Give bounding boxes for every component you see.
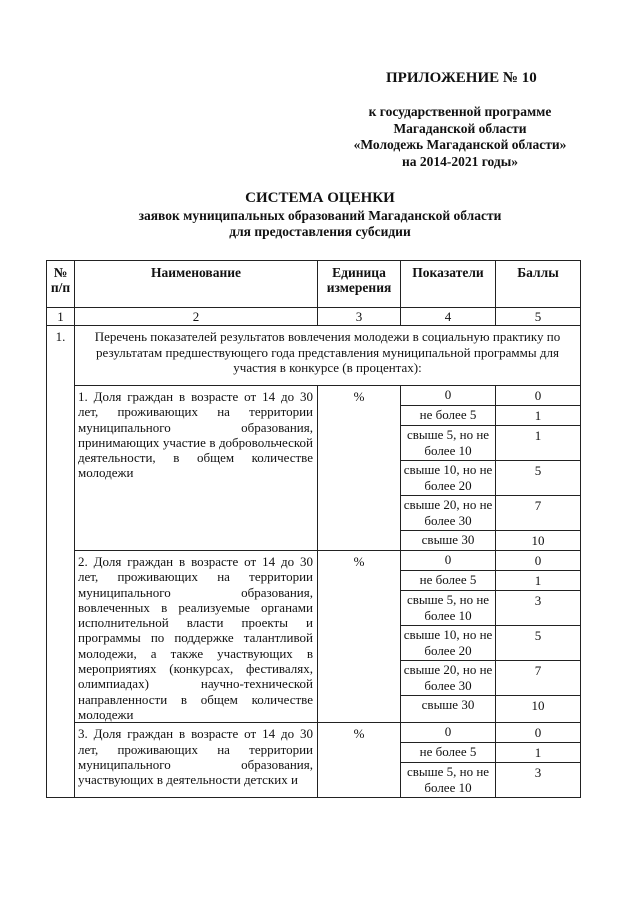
header-score: Баллы [496, 261, 581, 308]
column-number: 1 [47, 308, 75, 326]
score-cell: 7 [496, 496, 581, 531]
score-cell: 1 [496, 426, 581, 461]
item-3-text: 3. Доля граждан в возрасте от 14 до 30 лет, проживающих на территории муниципального образования, участвующих в деятельности детских и [75, 723, 318, 798]
indicator-cell: свыше 5, но не более 10 [401, 591, 496, 626]
score-cell: 5 [496, 461, 581, 496]
reference-line: на 2014-2021 годы» [401, 153, 519, 169]
indicator-cell: свыше 30 [401, 531, 496, 551]
header-num: № п/п [47, 261, 75, 308]
header-name: Наименование [75, 261, 318, 308]
indicator-cell: свыше 5, но не более 10 [401, 426, 496, 461]
score-cell: 5 [496, 626, 581, 661]
score-cell: 10 [496, 696, 581, 723]
reference-line: «Молодежь Магаданской области» [353, 137, 567, 152]
score-cell: 10 [496, 531, 581, 551]
indicator-cell: 0 [401, 386, 496, 406]
appendix-reference [330, 104, 590, 170]
table-row [47, 386, 581, 406]
column-number: 5 [496, 308, 581, 326]
header-indicators: Показатели [401, 261, 496, 308]
table-row [47, 551, 581, 571]
score-cell: 3 [496, 763, 581, 798]
column-number: 3 [318, 308, 401, 326]
reference-line: к государственной программе [368, 104, 552, 119]
appendix-title: ПРИЛОЖЕНИЕ № 10 [386, 70, 537, 86]
document-title: СИСТЕМА ОЦЕНКИ [245, 190, 395, 206]
item-2-text: 2. Доля граждан в возрасте от 14 до 30 лет, проживающих на территории муниципального образования, вовлеченных в реализуемые органами исполнительной власти проекты и программы по поддержке талантливой молодежи, а также участвующих в мероприятиях (конкурсах, фестивалях, олимпиадах) научно-технической направленности в общем количестве молодежи [75, 551, 318, 723]
section-row [47, 326, 581, 386]
section-text: Перечень показателей результатов вовлечения молодежи в социальную практику по результатам предшествующего года представления муниципальной программы для участия в конкурсе (в процентах): [75, 326, 581, 386]
column-number: 4 [401, 308, 496, 326]
indicator-cell: свыше 10, но не более 20 [401, 461, 496, 496]
document-subtitle [0, 208, 640, 240]
evaluation-table [46, 260, 581, 798]
header-unit: Единица измерения [318, 261, 401, 308]
reference-line: Магаданской области [393, 120, 527, 136]
score-cell: 1 [496, 406, 581, 426]
indicator-cell: 0 [401, 551, 496, 571]
score-cell: 0 [496, 551, 581, 571]
indicator-cell: не более 5 [401, 406, 496, 426]
indicator-cell: 0 [401, 723, 496, 743]
item-2-unit: % [318, 551, 401, 723]
item-3-unit: % [318, 723, 401, 798]
indicator-cell: не более 5 [401, 743, 496, 763]
table-header-row [47, 261, 581, 308]
subtitle-line: заявок муниципальных образований Магаданской области [138, 208, 502, 223]
score-cell: 3 [496, 591, 581, 626]
score-cell: 0 [496, 386, 581, 406]
column-number: 2 [75, 308, 318, 326]
column-number-row [47, 308, 581, 326]
item-1-unit: % [318, 386, 401, 551]
score-cell: 0 [496, 723, 581, 743]
score-cell: 1 [496, 571, 581, 591]
section-number: 1. [47, 326, 75, 798]
subtitle-line: для предоставления субсидии [229, 224, 411, 239]
indicator-cell: не более 5 [401, 571, 496, 591]
indicator-cell: свыше 10, но не более 20 [401, 626, 496, 661]
indicator-cell: свыше 5, но не более 10 [401, 763, 496, 798]
indicator-cell: свыше 30 [401, 696, 496, 723]
score-cell: 7 [496, 661, 581, 696]
indicator-cell: свыше 20, но не более 30 [401, 496, 496, 531]
item-1-text: 1. Доля граждан в возрасте от 14 до 30 лет, проживающих на территории муниципального образования, принимающих участие в добровольческой деятельности, в общем количестве молодежи [75, 386, 318, 551]
table-row [47, 723, 581, 743]
score-cell: 1 [496, 743, 581, 763]
indicator-cell: свыше 20, но не более 30 [401, 661, 496, 696]
